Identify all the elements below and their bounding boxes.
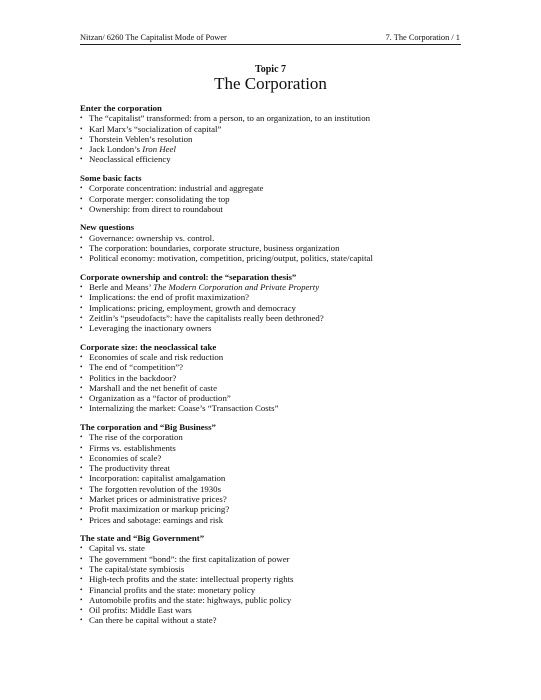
- item-text: Can there be capital without a state?: [89, 615, 217, 626]
- topic-label: Topic 7: [254, 64, 287, 75]
- bullet-icon: •: [80, 394, 83, 403]
- bullet-icon: •: [80, 443, 83, 452]
- list-item: [80, 554, 470, 564]
- list-item: [80, 233, 470, 243]
- item-text: The government “bond”: the first capitalization of power: [89, 553, 290, 564]
- bullet-icon: •: [80, 606, 83, 615]
- list-item: [80, 124, 470, 134]
- bullet-icon: •: [80, 194, 83, 203]
- item-text: Implications: the end of profit maximization?: [89, 292, 250, 303]
- outline-section: [80, 422, 470, 525]
- outline-section: [80, 533, 470, 626]
- bullet-icon: •: [80, 363, 83, 372]
- bullet-icon: •: [80, 324, 83, 333]
- bullet-icon: •: [80, 464, 83, 473]
- bullet-icon: •: [80, 283, 83, 292]
- list-item: [80, 253, 470, 263]
- bullet-icon: •: [80, 515, 83, 524]
- bullet-icon: •: [80, 575, 83, 584]
- outline-body: [80, 103, 470, 634]
- bullet-list: [80, 183, 470, 214]
- item-text: High-tech profits and the state: intellectual property rights: [89, 574, 294, 585]
- item-text: Firms vs. establishments: [89, 442, 176, 453]
- bullet-icon: •: [80, 554, 83, 563]
- item-text: Governance: ownership vs. control.: [89, 232, 215, 243]
- bullet-icon: •: [80, 544, 83, 553]
- bullet-icon: •: [80, 155, 83, 164]
- list-item: [80, 453, 470, 463]
- list-item: [80, 473, 470, 483]
- item-text: Berle and Means’: [89, 282, 154, 293]
- section-heading: Enter the corporation: [80, 103, 162, 113]
- item-text: The rise of the corporation: [89, 432, 183, 443]
- bullet-icon: •: [80, 184, 83, 193]
- section-heading: Some basic facts: [80, 172, 142, 183]
- list-item: [80, 432, 470, 442]
- outline-section: [80, 222, 470, 263]
- list-item: [80, 585, 470, 595]
- list-item: [80, 403, 470, 413]
- bullet-icon: •: [80, 453, 83, 462]
- item-text: Automobile profits and the state: highways, public policy: [89, 594, 292, 605]
- bullet-icon: •: [80, 373, 83, 382]
- section-heading: Corporate ownership and control: the “separation thesis”: [80, 271, 297, 282]
- bullet-icon: •: [80, 505, 83, 514]
- list-item: [80, 605, 470, 615]
- item-text: The forgotten revolution of the 1930s: [89, 483, 222, 494]
- bullet-icon: •: [80, 474, 83, 483]
- bullet-icon: •: [80, 352, 83, 361]
- list-item: [80, 243, 470, 253]
- list-item: [80, 144, 470, 154]
- item-text: Political economy: motivation, competition, pricing/output, politics, state/capital: [89, 253, 373, 264]
- item-text: Internalizing the market: Coase’s “Transaction Costs”: [89, 403, 279, 414]
- item-text: Corporate merger: consolidating the top: [89, 193, 230, 204]
- bullet-icon: •: [80, 495, 83, 504]
- item-text: Market prices or administrative prices?: [89, 494, 227, 505]
- header-left: Nitzan/ 6260 The Capitalist Mode of Power: [80, 33, 227, 42]
- outline-section: [80, 103, 470, 165]
- list-item: [80, 292, 470, 302]
- list-item: [80, 443, 470, 453]
- list-item: [80, 393, 470, 403]
- list-item: [80, 595, 470, 605]
- item-italic-title: Iron Heel: [142, 144, 176, 155]
- bullet-icon: •: [80, 254, 83, 263]
- bullet-icon: •: [80, 404, 83, 413]
- item-text: Financial profits and the state: monetary policy: [89, 584, 256, 595]
- list-item: [80, 515, 470, 525]
- list-item: [80, 564, 470, 574]
- item-text: Leveraging the inactionary owners: [89, 323, 212, 334]
- outline-section: [80, 272, 470, 334]
- list-item: [80, 134, 470, 144]
- outline-section: [80, 173, 470, 214]
- bullet-icon: •: [80, 243, 83, 252]
- item-text: Incorporation: capitalist amalgamation: [89, 473, 226, 484]
- list-item: [80, 154, 470, 164]
- bullet-icon: •: [80, 585, 83, 594]
- bullet-icon: •: [80, 293, 83, 302]
- list-item: [80, 113, 470, 123]
- list-item: [80, 194, 470, 204]
- list-item: [80, 362, 470, 372]
- list-item: [80, 183, 470, 193]
- bullet-icon: •: [80, 433, 83, 442]
- item-text: Economies of scale and risk reduction: [89, 351, 224, 362]
- item-text: The end of “competition”?: [89, 362, 184, 373]
- list-item: [80, 204, 470, 214]
- list-item: [80, 504, 470, 514]
- item-text: Profit maximization or markup pricing?: [89, 504, 230, 515]
- item-text: Prices and sabotage: earnings and risk: [89, 514, 224, 525]
- section-heading: The state and “Big Government”: [80, 533, 205, 544]
- bullet-icon: •: [80, 595, 83, 604]
- bullet-icon: •: [80, 145, 83, 154]
- bullet-icon: •: [80, 616, 83, 625]
- list-item: [80, 484, 470, 494]
- bullet-icon: •: [80, 303, 83, 312]
- outline-section: [80, 342, 470, 414]
- bullet-icon: •: [80, 114, 83, 123]
- list-item: [80, 323, 470, 333]
- list-item: [80, 463, 470, 473]
- item-text: Organization as a “factor of production”: [89, 393, 231, 404]
- item-text: The productivity threat: [89, 463, 171, 474]
- list-item: [80, 373, 470, 383]
- item-text: Jack London’s: [89, 144, 143, 155]
- item-text: Marshall and the net benefit of caste: [89, 382, 217, 393]
- item-text: The “capitalist” transformed: from a person, to an organization, to an institution: [89, 113, 371, 124]
- bullet-icon: •: [80, 565, 83, 573]
- bullet-list: [80, 543, 470, 625]
- item-text: Karl Marx’s “socialization of capital”: [89, 123, 222, 134]
- item-text: Zeitlin’s “pseudofacts”: have the capitalists really been dethroned?: [89, 312, 324, 323]
- bullet-icon: •: [80, 313, 83, 322]
- item-text: Neoclassical efficiency: [89, 154, 171, 165]
- running-header: [80, 33, 460, 42]
- bullet-icon: •: [80, 233, 83, 242]
- item-text: Ownership: from direct to roundabout: [89, 203, 223, 214]
- list-item: [80, 383, 470, 393]
- header-divider: [80, 44, 461, 45]
- header-right: 7. The Corporation / 1: [385, 33, 460, 42]
- item-text: Economies of scale?: [89, 452, 162, 463]
- section-heading: New questions: [80, 222, 135, 233]
- list-item: [80, 303, 470, 313]
- list-item: [80, 352, 470, 362]
- item-text: Capital vs. state: [89, 543, 145, 554]
- bullet-icon: •: [80, 134, 83, 143]
- item-text: The capital/state symbiosis: [89, 564, 185, 574]
- bullet-icon: •: [80, 383, 83, 392]
- item-text: Implications: pricing, employment, growth and democracy: [89, 302, 296, 313]
- bullet-list: [80, 233, 470, 264]
- item-text: Oil profits: Middle East wars: [89, 605, 192, 616]
- section-heading: Corporate size: the neoclassical take: [80, 341, 217, 352]
- bullet-icon: •: [80, 204, 83, 213]
- item-text: Thorstein Veblen’s resolution: [89, 133, 193, 144]
- page-title: The Corporation: [214, 74, 327, 93]
- item-text: The corporation: boundaries, corporate structure, business organization: [89, 242, 340, 253]
- list-item: [80, 494, 470, 504]
- list-item: [80, 615, 470, 625]
- section-heading: The corporation and “Big Business”: [80, 421, 216, 432]
- list-item: [80, 282, 470, 292]
- item-italic-title: The Modern Corporation and Private Property: [153, 282, 320, 293]
- list-item: [80, 543, 470, 553]
- bullet-list: [80, 282, 470, 333]
- bullet-icon: •: [80, 484, 83, 493]
- bullet-list: [80, 352, 470, 414]
- bullet-icon: •: [80, 124, 83, 133]
- item-text: Politics in the backdoor?: [89, 372, 177, 383]
- list-item: [80, 574, 470, 584]
- list-item: [80, 313, 470, 323]
- bullet-list: [80, 113, 470, 164]
- bullet-list: [80, 432, 470, 525]
- item-text: Corporate concentration: industrial and aggregate: [89, 183, 264, 194]
